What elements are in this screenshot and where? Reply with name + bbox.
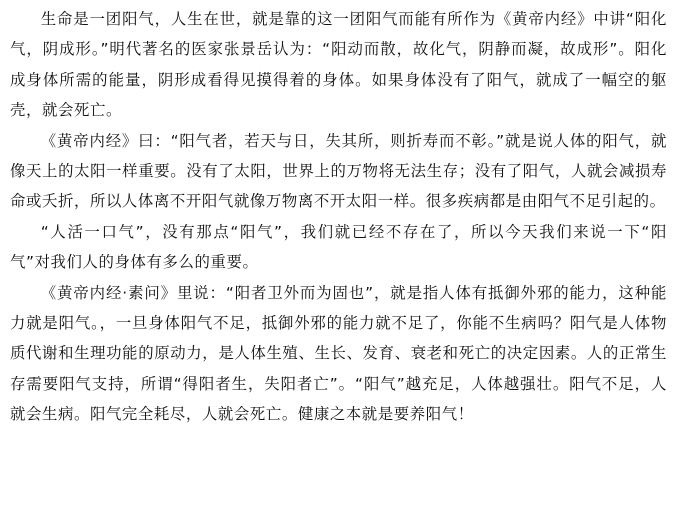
paragraph-2: 《黄帝内经》曰：“阳气者，若天与日，失其所，则折寿而不彰。”就是说人体的阳气，就像天上的太阳一样重要。没有了太阳，世界上的万物将无法生存；没有了阳气，人就会减损寿命或夭折，所以人体离不开阳气就像万物离不开太阳一样。很多疾病都是由阳气不足引起的。 <box>10 131 667 211</box>
paragraph-1: 生命是一团阳气，人生在世，就是靠的这一团阳气而能有所作为《黄帝内经》中讲“阳化气，阴成形。”明代著名的医家张景岳认为：“阳动而散，故化气，阴静而凝，故成形”。阳化成身体所需的能量，阴形成看得见摸得着的身体。如果身体没有了阳气，就成了一幅空的躯壳，就会死亡。 <box>10 10 667 120</box>
paragraph-4: 《黄帝内经·素问》里说：“阳者卫外而为固也”，就是指人体有抵御外邪的能力，这种能力就是阳气。，一旦身体阳气不足，抵御外邪的能力就不足了，你能不生病吗？阳气是人体物质代谢和生理功能的原动力，是人体生殖、生长、发育、衰老和死亡的决定因素。人的正常生存需要阳气支持，所谓“得阳者生，失阳者亡”。“阳气”越充足，人体越强壮。阳气不足，人就会生病。阳气完全耗尽，人就会死亡。健康之本就是要养阳气！ <box>10 283 667 424</box>
paragraph-3: “人活一口气”，没有那点“阳气”，我们就已经不存在了，所以今天我们来说一下“阳气”对我们人的身体有多么的重要。 <box>10 222 667 272</box>
